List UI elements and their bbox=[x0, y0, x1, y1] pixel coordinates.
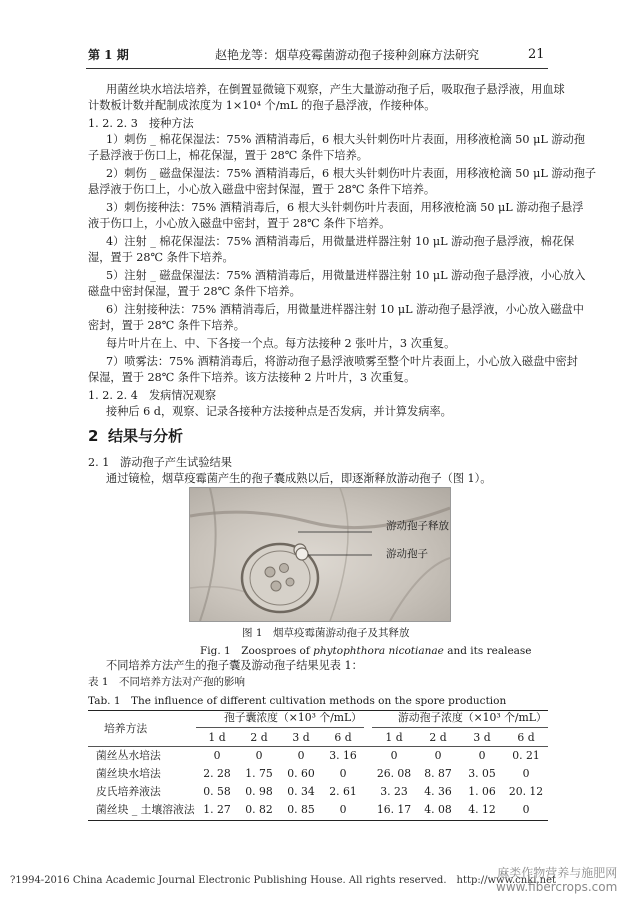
table-cell: 0. 21 bbox=[512, 749, 540, 762]
header-rule bbox=[86, 68, 548, 69]
body-line: 密封，置于 28℃ 条件下培养。 bbox=[88, 319, 245, 332]
table-caption-cn: 表 1 不同培养方法对产孢的影响 bbox=[88, 676, 246, 688]
table-day-header: 3 d bbox=[473, 731, 491, 744]
body-line: 每片叶片在上、中、下各接一个点。每方法接种 2 张叶片，3 次重复。 bbox=[106, 337, 456, 350]
body-line: 磁盘中密封保湿，置于 28℃ 条件下培养。 bbox=[88, 285, 301, 298]
body-line: 4）注射 _ 棉花保湿法：75% 酒精消毒后，用微量进样器注射 10 μL 游动孢子悬浮液，棉花保 bbox=[106, 235, 575, 248]
body-line: 悬浮液于伤口上，小心放入磁盘中密封保湿，置于 28℃ 条件下培养。 bbox=[88, 183, 436, 196]
table-row-method: 菌丝块水培法 bbox=[96, 767, 161, 780]
table-cell: 0 bbox=[339, 803, 347, 816]
table-cell: 4. 12 bbox=[468, 803, 496, 816]
copyright-footer: ?1994-2016 China Academic Journal Electronic Publishing House. All rights reserved. http://www.cnki.net bbox=[10, 875, 557, 886]
table-cell: 26. 08 bbox=[376, 767, 412, 780]
body-line: 5）注射 _ 磁盘保湿法：75% 酒精消毒后，用微量进样器注射 10 μL 游动孢子悬浮液，小心放入 bbox=[106, 269, 586, 282]
table-cell: 0 bbox=[478, 749, 486, 762]
figure-label-release: 游动孢子释放 bbox=[386, 520, 449, 532]
table-day-header: 1 d bbox=[208, 731, 226, 744]
table-caption-en: Tab. 1 The influence of different cultivation methods on the spore production bbox=[88, 695, 507, 707]
table-day-header: 2 d bbox=[429, 731, 447, 744]
table-cell: 0 bbox=[213, 749, 221, 762]
table-cell: 0 bbox=[390, 749, 398, 762]
table-cell: 0. 98 bbox=[245, 785, 273, 798]
table-cell: 0 bbox=[522, 803, 530, 816]
figure-caption-cn: 图 1 烟草疫霉菌游动孢子及其释放 bbox=[242, 627, 410, 639]
table-row-method: 皮氏培养液法 bbox=[96, 785, 161, 798]
table-cell: 1. 27 bbox=[203, 803, 231, 816]
subsection-heading: 1. 2. 2. 3 接种方法 bbox=[88, 117, 194, 130]
body-line: 保湿，置于 28℃ 条件下培养。该方法接种 2 片叶片，3 次重复。 bbox=[88, 371, 416, 384]
table-cell: 0 bbox=[255, 749, 263, 762]
table-cell: 0 bbox=[522, 767, 530, 780]
issue-number: 第 1 期 bbox=[88, 48, 129, 62]
table-day-header: 1 d bbox=[385, 731, 403, 744]
table-header-sporangia: 孢子囊浓度（×10³ 个/mL） bbox=[224, 711, 362, 724]
section-title: 结果与分析 bbox=[108, 427, 184, 445]
table-cell: 1. 75 bbox=[245, 767, 273, 780]
subsection-heading: 1. 2. 2. 4 发病情况观察 bbox=[88, 389, 217, 402]
table-cell: 0 bbox=[339, 767, 347, 780]
table-intro: 不同培养方法产生的孢子囊及游动孢子结果见表 1： bbox=[106, 659, 363, 672]
table-cell: 0. 34 bbox=[287, 785, 315, 798]
figure-caption-en: Fig. 1 Zoosproes of phytophthora nicotianae and its realease bbox=[200, 645, 532, 657]
body-line: 6）注射接种法：75% 酒精消毒后，用微量进样器注射 10 μL 游动孢子悬浮液，小心放入磁盘中 bbox=[106, 303, 584, 316]
table-cell: 4. 08 bbox=[424, 803, 452, 816]
table-cell: 1. 06 bbox=[468, 785, 496, 798]
table-cell: 0. 60 bbox=[287, 767, 315, 780]
table-cell: 3. 16 bbox=[329, 749, 357, 762]
body-line: 2）刺伤 _ 磁盘保湿法：75% 酒精消毒后，6 根大头针刺伤叶片表面，用移液枪滴 50 μL 游动孢子 bbox=[106, 167, 597, 180]
table-cell: 16. 17 bbox=[376, 803, 412, 816]
body-line: 用菌丝块水培法培养，在倒置显微镜下观察，产生大量游动孢子后，吸取孢子悬浮液，用血球 bbox=[106, 83, 565, 96]
page-number: 21 bbox=[528, 47, 545, 62]
table-cell: 2. 61 bbox=[329, 785, 357, 798]
table-cell: 20. 12 bbox=[508, 785, 544, 798]
table-cell: 0. 85 bbox=[287, 803, 315, 816]
running-title: 赵艳龙等：烟草疫霉菌游动孢子接种剑麻方法研究 bbox=[215, 48, 480, 62]
figure-label-zoospore: 游动孢子 bbox=[386, 548, 428, 560]
table-cell: 2. 28 bbox=[203, 767, 231, 780]
table-header-method: 培养方法 bbox=[104, 722, 148, 735]
table-day-header: 6 d bbox=[334, 731, 352, 744]
table-cell: 3. 23 bbox=[380, 785, 408, 798]
section-number: 2 bbox=[88, 427, 99, 445]
subsection-number: 2. 1 bbox=[88, 456, 110, 469]
table-cell: 4. 36 bbox=[424, 785, 452, 798]
table-header-rule bbox=[88, 746, 548, 747]
table-row-method: 菌丝块 _ 土壤溶液法 bbox=[96, 803, 195, 816]
body-line: 湿，置于 28℃ 条件下培养。 bbox=[88, 251, 234, 264]
table-cell: 8. 87 bbox=[424, 767, 452, 780]
body-line: 子悬浮液于伤口上，棉花保湿，置于 28℃ 条件下培养。 bbox=[88, 149, 368, 162]
table-group-rule bbox=[196, 727, 364, 728]
table-header-zoospores: 游动孢子浓度（×10³ 个/mL） bbox=[398, 711, 547, 724]
table-cell: 0. 82 bbox=[245, 803, 273, 816]
table-cell: 3. 05 bbox=[468, 767, 496, 780]
table-day-header: 2 d bbox=[250, 731, 268, 744]
table-row-method: 菌丝丛水培法 bbox=[96, 749, 161, 762]
body-line: 计数板计数并配制成浓度为 1×10⁴ 个/mL 的孢子悬浮液，作接种体。 bbox=[88, 99, 436, 112]
body-line: 3）刺伤接种法：75% 酒精消毒后，6 根大头针刺伤叶片表面，用移液枪滴 50 μL 游动孢子悬浮 bbox=[106, 201, 584, 214]
subsection-title: 游动孢子产生试验结果 bbox=[120, 456, 232, 469]
body-line: 通过镜检，烟草疫霉菌产生的孢子囊成熟以后，即逐渐释放游动孢子（图 1）。 bbox=[106, 472, 492, 485]
body-line: 7）喷雾法：75% 酒精消毒后，将游动孢子悬浮液喷雾至整个叶片表面上，小心放入磁盘中密封 bbox=[106, 355, 578, 368]
table-day-header: 6 d bbox=[517, 731, 535, 744]
table-group-rule bbox=[372, 727, 548, 728]
table-bottom-rule bbox=[88, 820, 548, 821]
table-cell: 0 bbox=[434, 749, 442, 762]
body-line: 接种后 6 d，观察、记录各接种方法接种点是否发病，并计算发病率。 bbox=[106, 405, 452, 418]
table-cell: 0. 58 bbox=[203, 785, 231, 798]
table-day-header: 3 d bbox=[292, 731, 310, 744]
site-watermark: 麻类作物营养与施肥网 www.fibercrops.com bbox=[496, 866, 618, 894]
body-line: 液于伤口上，小心放入磁盘中密封，置于 28℃ 条件下培养。 bbox=[88, 217, 391, 230]
body-line: 1）刺伤 _ 棉花保湿法：75% 酒精消毒后，6 根大头针刺伤叶片表面，用移液枪滴 50 μL 游动孢 bbox=[106, 133, 585, 146]
table-cell: 0 bbox=[297, 749, 305, 762]
